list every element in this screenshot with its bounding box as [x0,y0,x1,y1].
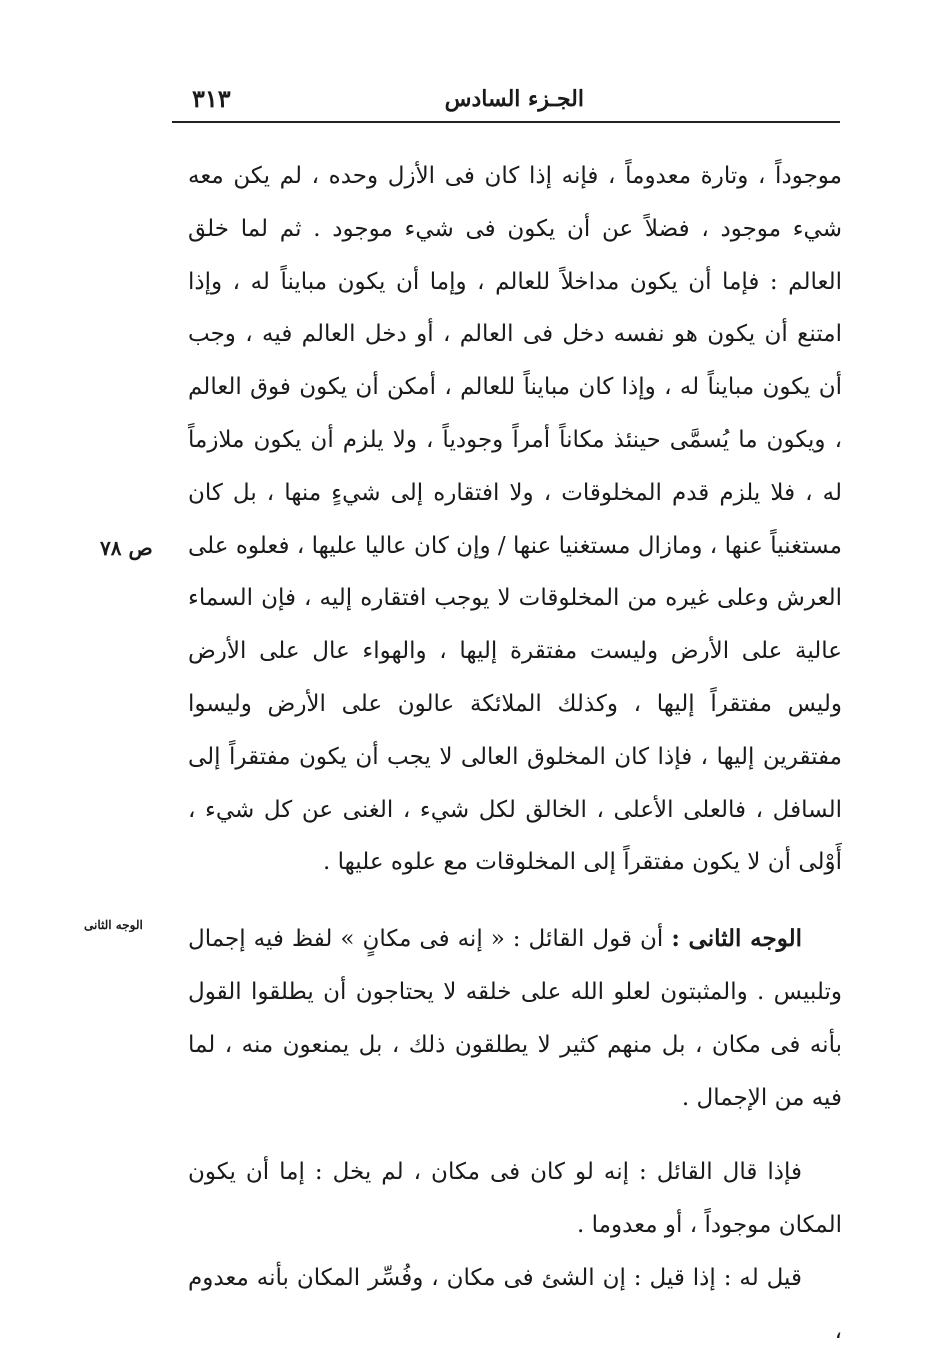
page-header [172,78,840,122]
paragraph-2-lead: الوجه الثانى : [671,925,802,953]
paragraph-1: موجوداً ، وتارة معدوماً ، فإنه إذا كان فى الأزل وحده ، لم يكن معه شيء موجود ، فضلاً عن أن يكون فى شيء موجود . ثم لما خلق العالم : فإما أن يكون مداخلاً للعالم ، وإما أن يكون مبايناً له ، وإذا امتنع أن يكون هو نفسه دخل فى العالم ، أو دخل العالم فيه ، وجب أن يكون مبايناً له ، وإذا كان مبايناً للعالم ، أمكن أن يكون فوق العالم ، ويكون ما يُسمَّى حينئذ مكاناً أمراً وجودياً ، ولا يلزم أن يكون ملازماً له ، فلا يلزم قدم المخلوقات ، ولا افتقاره إلى شيءٍ منها ، بل كان مستغنياً عنها ، ومازال مستغنيا عنها / وإن كان عاليا عليها ، فعلوه على العرش وعلى غيره من المخلوقات لا يوجب افتقاره إليه ، فإن السماء عالية على الأرض وليست مفتقرة إليها ، والهواء عال على الأرض وليس مفتقراً إليها ، وكذلك الملائكة عالون على الأرض وليسوا مفتقرين إليها ، فإذا كان المخلوق العالى لا يجب أن يكون مفتقراً إلى السافل ، فالعلى الأعلى ، الخالق لكل شيء ، الغنى عن كل شيء ، أَوْلى أن لا يكون مفتقراً إلى المخلوقات مع علوه عليها . [188,163,842,876]
header-divider [172,121,840,123]
margin-page-reference: ص ٧٨ [100,536,153,560]
paragraph-4: قيل له : إذا قيل : إن الشئ فى مكان ، وفُسِّر المكان بأنه معدوم ، [188,1264,842,1344]
paragraph-2-text: أن قول القائل : « إنه فى مكانٍ » لفظ فيه إجمال وتلبيس . والمثبتون لعلو الله على خلقه لا يحتاجون أن يطلقوا القول بأنه فى مكان ، بل منهم كثير لا يطلقون ذلك ، بل يمنعون منه ، لما فيه من الإجمال . [188,926,842,1111]
body-text [188,150,842,1358]
margin-section-label: الوجه الثانى [84,918,143,932]
paragraph-3: فإذا قال القائل : إنه لو كان فى مكان ، لم يخل : إما أن يكون المكان موجوداً ، أو معدوما . [188,1159,842,1239]
paragraph-2 [188,913,842,1124]
page-number: ٣١٣ [192,84,231,113]
running-title: الجـزء السادس [444,86,584,112]
